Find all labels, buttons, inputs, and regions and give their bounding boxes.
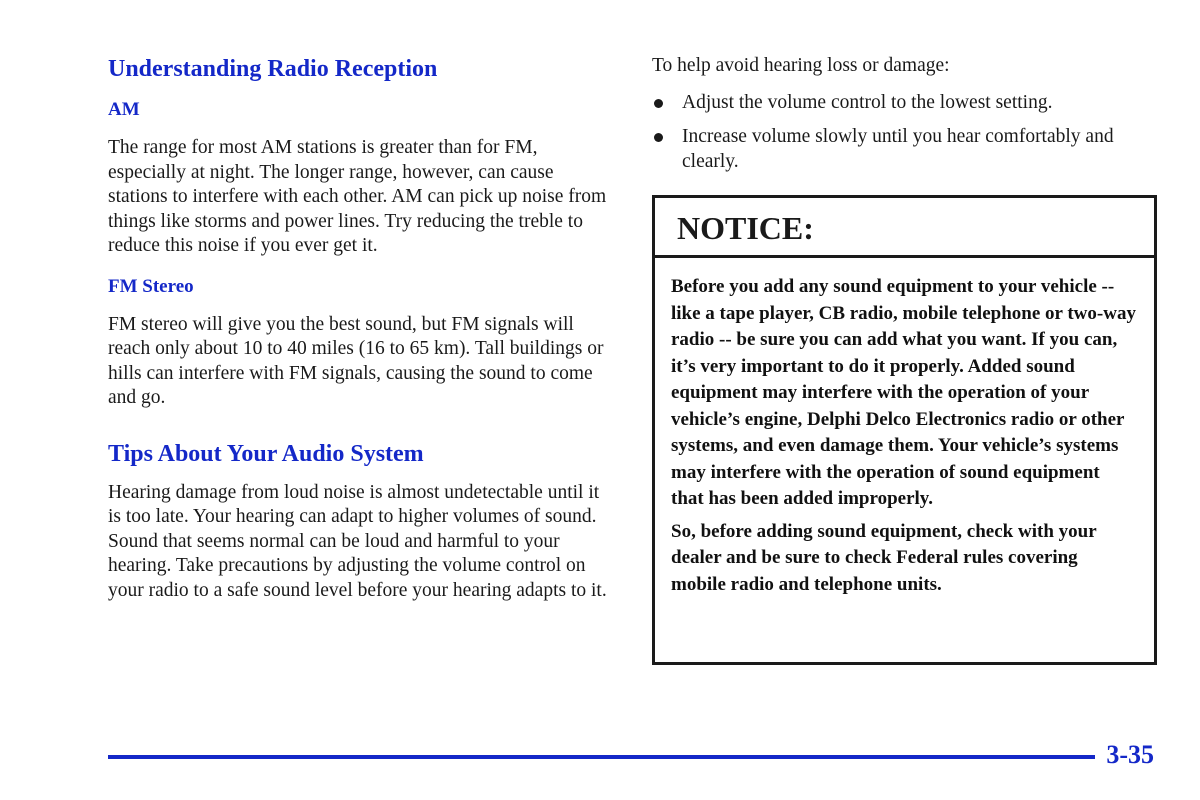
hearing-intro: To help avoid hearing loss or damage: [652,55,950,76]
hearing-tips-list [652,91,1160,175]
page-number: 3-35 [1106,740,1154,769]
list-item-text: Adjust the volume control to the lowest setting. [682,91,1053,113]
notice-body [655,258,1154,598]
list-item [652,125,1160,174]
list-item [652,91,1160,116]
subheading-fm-stereo: FM Stereo [108,275,194,297]
footer-rule [108,755,1095,759]
section-heading-radio-reception: Understanding Radio Reception [108,56,438,82]
right-column [652,54,1160,184]
fm-paragraph: FM stereo will give you the best sound, but FM signals will reach only about 10 to 40 miles (16 to 65 km). Tall buildings or hills can interfere with FM signals, causing the sound to come and go. [108,313,604,408]
bullet-icon [654,133,663,142]
notice-paragraph-2: So, before adding sound equipment, check with your dealer and be sure to check Federal rules covering mobile radio and telephone units. [671,520,1097,595]
list-item-text: Increase volume slowly until you hear comfortably and clearly. [682,126,1114,172]
notice-title: NOTICE: [655,198,1154,258]
left-column [108,54,613,619]
am-paragraph: The range for most AM stations is greater than for FM, especially at night. The longer range, however, can cause stations to interfere with each other. AM can pick up noise from things like storms and power lines. Try reducing the treble to reduce this noise if you ever get it. [108,137,607,256]
section-heading-audio-tips: Tips About Your Audio System [108,440,424,467]
subheading-am: AM [108,99,140,120]
bullet-icon [654,99,663,108]
notice-paragraph-1: Before you add any sound equipment to your vehicle -- like a tape player, CB radio, mobile telephone or two-way radio -- be sure you can add what you want. If you can, it’s very important to do it properly. Added sound equipment may interfere with the operation of your vehicle’s engine, Delphi Delco Electronics radio or other systems, and even damage them. Your vehicle’s systems may interfere with the operation of sound equipment that has been added improperly. [671,276,1136,509]
notice-box [652,195,1157,665]
tips-paragraph: Hearing damage from loud noise is almost undetectable until it is too late. Your hearing can adapt to higher volumes of sound. Sound that seems normal can be loud and harmful to your hearing. Take precautions by adjusting the volume control on your radio to a safe sound level before your hearing adapts to it. [108,481,607,601]
